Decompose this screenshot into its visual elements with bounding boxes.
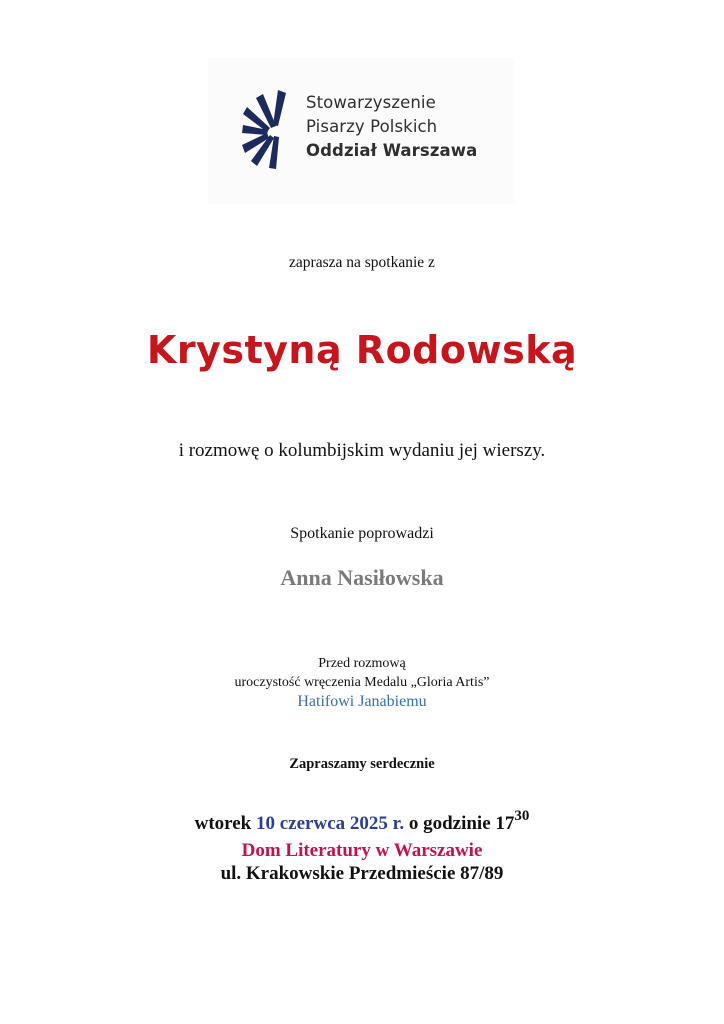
welcome-text: Zapraszamy serdecznie <box>289 756 435 772</box>
logo <box>208 58 514 204</box>
event-time-prefix: o godzinie <box>408 813 491 834</box>
event-address: ul. Krakowskie Przedmieście 87/89 <box>220 863 504 884</box>
host-label: Spotkanie poprowadzi <box>290 525 434 542</box>
topic-text: i rozmowę o kolumbijskim wydaniu jej wierszy. <box>178 440 546 461</box>
event-venue: Dom Literatury w Warszawie <box>241 840 483 861</box>
event-year: 2025 r. <box>349 813 405 834</box>
event-datetime <box>0 808 724 835</box>
logo-line-association: Stowarzyszenie <box>306 93 436 112</box>
event-date: 10 czerwca <box>255 813 346 834</box>
logo-line-writers: Pisarzy Polskich <box>306 117 438 136</box>
preceding-line: Przed rozmową <box>318 656 406 671</box>
event-hour: 17 <box>495 813 515 834</box>
host-name: Anna Nasiłowska <box>280 565 444 590</box>
honoree-name: Hatifowi Janabiemu <box>297 693 427 710</box>
event-weekday: wtorek <box>194 813 252 834</box>
logo-text <box>306 91 477 163</box>
guest-name: Krystyną Rodowską <box>146 328 578 372</box>
sunburst-logo-icon <box>242 88 288 170</box>
ceremony-line: uroczystość wręczenia Medalu „Gloria Artis” <box>234 675 490 690</box>
event-minutes: 30 <box>514 808 530 824</box>
invite-text: zaprasza na spotkanie z <box>289 254 435 271</box>
logo-line-branch: Oddział Warszawa <box>306 141 478 160</box>
